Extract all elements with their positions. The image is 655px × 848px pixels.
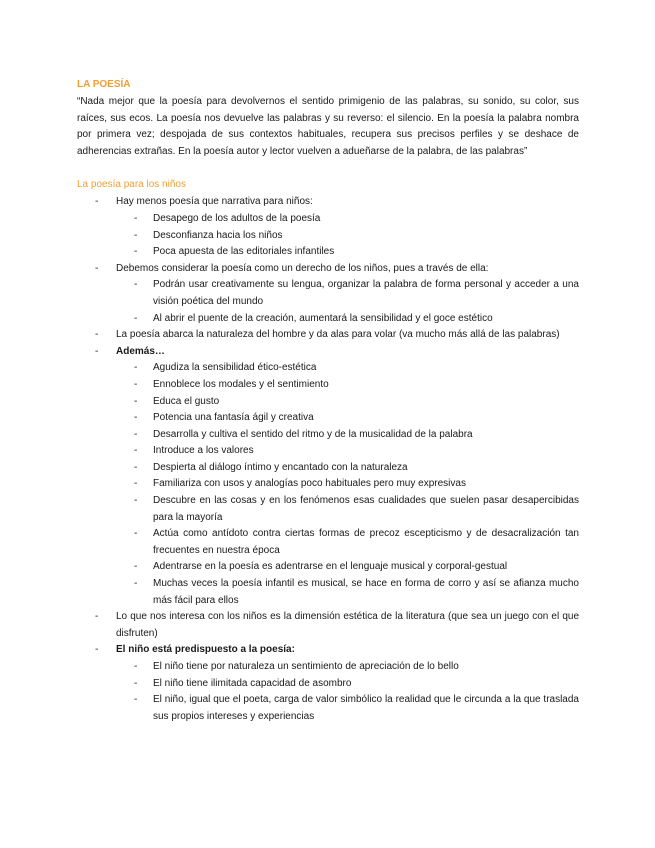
sub-list-item	[116, 676, 579, 693]
sub-list-item-text: Actúa como antídoto contra ciertas formas de precoz escepticismo y de desacralización tan frecuentes en nuestra época	[153, 528, 579, 556]
sub-list-item	[116, 460, 579, 477]
sub-list-item-text: Al abrir el puente de la creación, aumentará la sensibilidad y el goce estético	[153, 312, 493, 324]
sub-list-item-text: Desconfianza hacia los niños	[153, 229, 283, 241]
sub-list-item	[116, 311, 579, 328]
bullet-dash: -	[95, 644, 99, 656]
sub-list-item-text: Desarrolla y cultiva el sentido del ritmo y de la musicalidad de la palabra	[153, 428, 473, 440]
sub-list-item-text: Despierta al diálogo íntimo y encantado con la naturaleza	[153, 461, 408, 473]
bullet-dash: -	[134, 561, 138, 573]
bullet-dash: -	[95, 262, 99, 274]
sub-list-item	[116, 526, 579, 559]
sub-list-item	[116, 244, 579, 261]
sub-list-item-text: Poca apuesta de las editoriales infantiles	[153, 246, 335, 258]
sub-list-item	[116, 559, 579, 576]
bullet-dash: -	[134, 362, 138, 374]
sub-list	[116, 211, 579, 261]
bullet-dash: -	[134, 312, 138, 324]
list-item-text: Además…	[116, 345, 165, 357]
bullet-dash: -	[134, 445, 138, 457]
bullet-dash: -	[134, 412, 138, 424]
sub-list-item	[116, 443, 579, 460]
sub-list-item-text: Desapego de los adultos de la poesía	[153, 212, 321, 224]
sub-list	[116, 659, 579, 725]
sub-list-item	[116, 659, 579, 676]
sub-list-item-text: Introduce a los valores	[153, 445, 254, 457]
bullet-dash: -	[134, 661, 138, 672]
intro-quote: “Nada mejor que la poesía para devolvernos el sentido primigenio de las palabras, su sonido, su color, sus raíces, sus ecos. La poesía nos devuelve las palabras y su reverso: el silencio. En la poesía la palabra nombra por primera vez; despojada de sus contextos habituales, recupera sus precisos perfiles y se deshace de adherencias extrañas. En la poesía autor y lector vuelven a adueñarse de la palabra, de las palabras”	[77, 96, 579, 157]
bullet-dash: -	[95, 345, 99, 357]
list-item	[77, 609, 579, 642]
list-item-text: El niño está predispuesto a la poesía:	[116, 644, 295, 656]
sub-list-item	[116, 377, 579, 394]
bullet-dash: -	[134, 495, 138, 507]
sub-list-item	[116, 394, 579, 411]
sub-list-item	[116, 211, 579, 228]
bullet-dash: -	[134, 229, 138, 241]
sub-list-item	[116, 427, 579, 444]
list-item-text: La poesía abarca la naturaleza del hombre y da alas para volar (va mucho más allá de las palabras)	[116, 329, 560, 341]
list-item	[77, 642, 579, 725]
bullet-dash: -	[134, 212, 138, 224]
sub-list-item	[116, 476, 579, 493]
sub-list-item-text: El niño tiene por naturaleza un sentimiento de apreciación de lo bello	[153, 661, 459, 672]
bullet-dash: -	[134, 478, 138, 490]
bullet-dash: -	[134, 395, 138, 407]
section-subtitle: La poesía para los niños	[77, 179, 186, 191]
sub-list-item	[116, 277, 579, 310]
sub-list-item	[116, 410, 579, 427]
list-item	[77, 194, 579, 260]
bullet-dash: -	[134, 578, 138, 590]
bullet-dash: -	[134, 246, 138, 258]
sub-list-item	[116, 228, 579, 245]
sub-list-item	[116, 692, 579, 725]
bullet-dash: -	[95, 611, 99, 623]
sub-list-item-text: El niño, igual que el poeta, carga de valor simbólico la realidad que le circunda a la que traslada sus propios intereses y experiencias	[153, 694, 579, 722]
bullet-dash: -	[134, 428, 138, 440]
sub-list-item-text: Agudiza la sensibilidad ético-estética	[153, 362, 317, 374]
main-list	[77, 194, 579, 725]
bullet-dash: -	[134, 461, 138, 473]
sub-list-item-text: Muchas veces la poesía infantil es musical, se hace en forma de corro y así se afianza mucho más fácil para ellos	[153, 578, 579, 606]
bullet-dash: -	[134, 378, 138, 390]
bullet-dash: -	[95, 196, 99, 208]
list-item-text: Lo que nos interesa con los niños es la dimensión estética de la literatura (que sea un juego con el que disfruten)	[116, 611, 579, 639]
bullet-dash: -	[134, 528, 138, 540]
list-item-text: Debemos considerar la poesía como un derecho de los niños, pues a través de ella:	[116, 262, 489, 274]
list-item-text: Hay menos poesía que narrativa para niños:	[116, 196, 313, 208]
bullet-dash: -	[95, 329, 99, 341]
bullet-dash: -	[134, 279, 138, 291]
sub-list-item	[116, 493, 579, 526]
page-title: LA POESÍA	[77, 79, 131, 90]
list-item	[77, 344, 579, 610]
sub-list-item	[116, 360, 579, 377]
sub-list-item-text: Podrán usar creativamente su lengua, organizar la palabra de forma personal y acceder a una visión poética del mundo	[153, 279, 579, 307]
sub-list-item-text: Descubre en las cosas y en los fenómenos esas cualidades que suelen pasar desapercibidas para la mayoría	[153, 495, 579, 523]
sub-list-item-text: Ennoblece los modales y el sentimiento	[153, 378, 329, 390]
sub-list-item-text: Familiariza con usos y analogías poco habituales pero muy expresivas	[153, 478, 466, 490]
sub-list-item-text: Educa el gusto	[153, 395, 220, 407]
list-item	[77, 261, 579, 327]
bullet-dash: -	[134, 694, 138, 706]
sub-list	[116, 360, 579, 609]
sub-list-item-text: Potencia una fantasía ágil y creativa	[153, 412, 314, 424]
bullet-dash: -	[134, 677, 138, 689]
sub-list-item-text: Adentrarse en la poesía es adentrarse en el lenguaje musical y corporal-gestual	[153, 561, 508, 573]
sub-list-item-text: El niño tiene ilimitada capacidad de asombro	[153, 677, 352, 689]
list-item	[77, 327, 579, 344]
sub-list	[116, 277, 579, 327]
sub-list-item	[116, 576, 579, 609]
